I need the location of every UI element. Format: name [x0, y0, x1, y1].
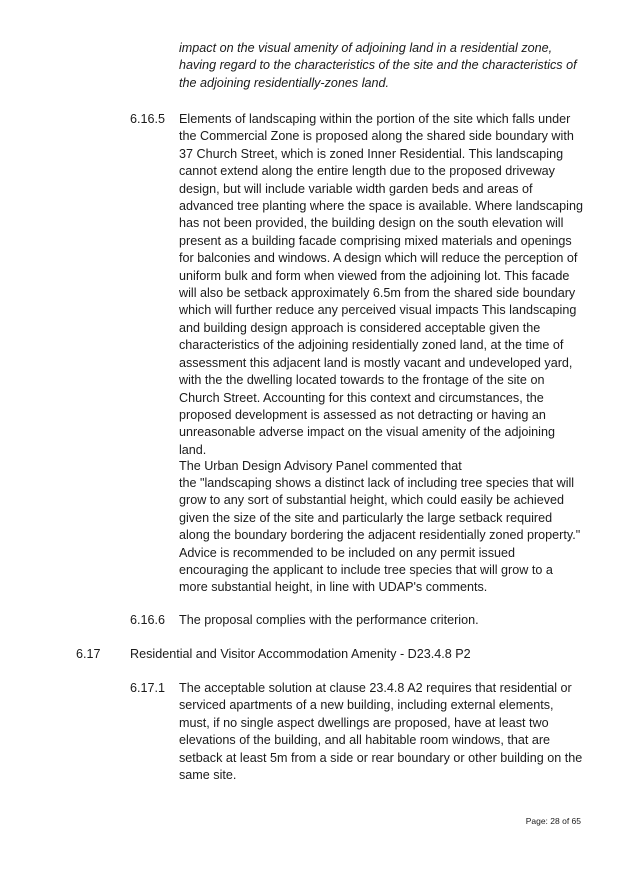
page-number: Page: 28 of 65 — [525, 816, 581, 826]
udap-comment-intro: The Urban Design Advisory Panel commented that — [179, 459, 462, 473]
paragraph-6-16-5: Elements of landscaping within the portion of the site which falls under the Commercial Zone is proposed along the shared side boundary with 37 Church Street, which is zoned Inner Residential. This landscaping cannot extend along the entire length due to the proposed driveway design, but will include variable width garden beds and areas of advanced tree planting where the space is available. Where landscaping has not been provided, the building design on the south elevation will present as a building facade comprising mixed materials and openings for balconies and windows. A design which will reduce the perception of uniform bulk and form when viewed from the adjoining lot. This facade will also be setback approximately 6.5m from the shared side boundary which will further reduce any perceived visual impacts This landscaping and building design approach is considered acceptable given the characteristics of the adjoining residentially zoned land, at the time of assessment this adjacent land is mostly vacant and undeveloped yard, with the the dwelling located towards to the frontage of the site on Church Street. Accounting for this context and circumstances, the proposed development is assessed as not detracting or having an unreasonable adverse impact on the visual amenity of the adjoining land. — [179, 112, 583, 457]
section-number-6-16-6: 6.16.6 — [130, 613, 166, 627]
udap-comment-quote: the "landscaping shows a distinct lack of including tree species that will grow to any sort of substantial height, which could easily be achieved given the size of the site and particularly the large setback required along the boundary bordering the adjacent residentially zoned property." Advice is recommended to be included on any permit issued encouraging the applicant to include tree species that will grow to a more substantial height, in line with UDAP's comments. — [179, 476, 581, 595]
paragraph-6-17-1: The acceptable solution at clause 23.4.8 A2 requires that residential or serviced apartments of a new building, including external elements, must, if no single aspect dwellings are proposed, have at least two elevations of the building, and all habitable room windows, that are setback at least 5m from a side or rear boundary or other building on the same site. — [179, 681, 583, 783]
section-number-6-17-1: 6.17.1 — [130, 681, 166, 695]
paragraph-6-16-6: The proposal complies with the performance criterion. — [179, 613, 479, 627]
section-heading-6-17: Residential and Visitor Accommodation Amenity - D23.4.8 P2 — [130, 647, 471, 661]
section-number-6-17: 6.17 — [76, 647, 101, 661]
intro-italic-paragraph: impact on the visual amenity of adjoining land in a residential zone, having regard to the characteristics of the site and the characteristics of the adjoining residentially-zones land. — [179, 41, 577, 90]
section-number-6-16-5: 6.16.5 — [130, 112, 166, 126]
